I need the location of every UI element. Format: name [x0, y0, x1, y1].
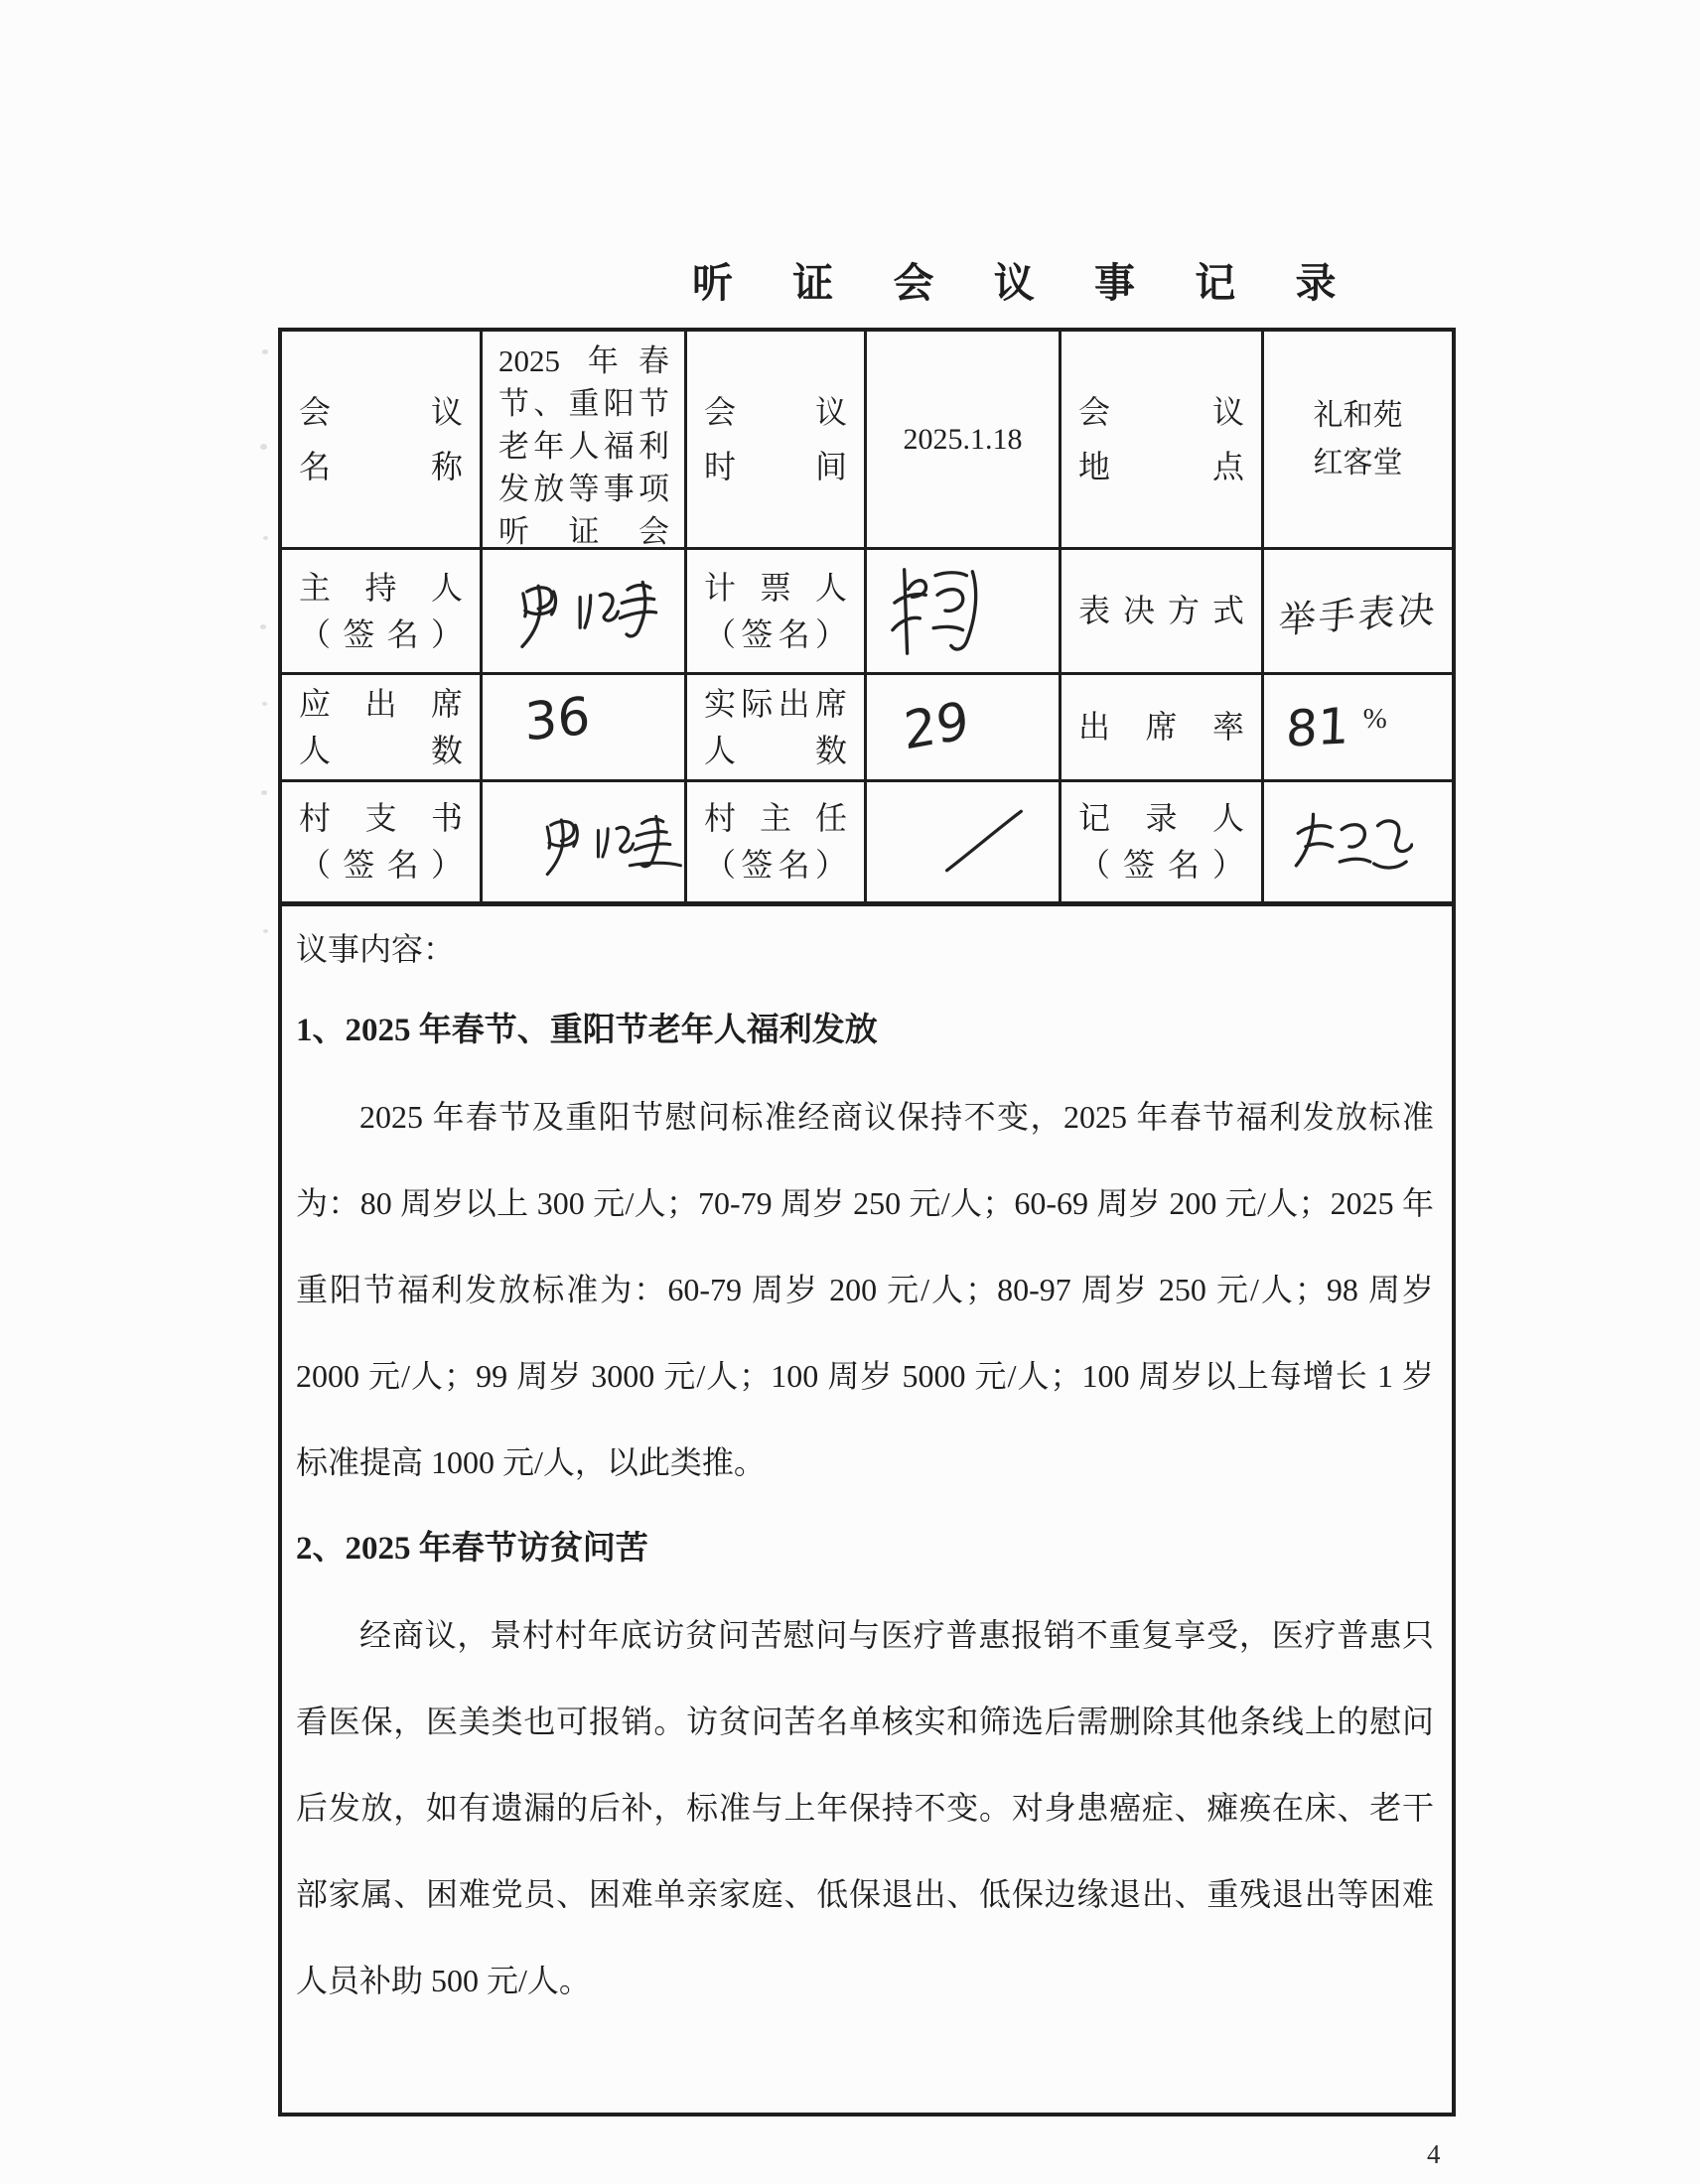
- teller-label: [687, 550, 867, 675]
- scan-speckle: [260, 624, 266, 629]
- director-slash-mark: [937, 807, 1029, 877]
- scan-speckle: [260, 444, 267, 450]
- label-line: 表决方式: [1078, 593, 1244, 628]
- vote-method-handwritten-value: 举手表决: [1276, 589, 1439, 642]
- page-number: 4: [1427, 2139, 1441, 2169]
- place-line: 红客堂: [1313, 446, 1403, 479]
- label-line: （签名）: [299, 615, 463, 652]
- label-line: 时间: [704, 448, 847, 484]
- scan-speckle: [261, 790, 267, 795]
- village-director-label: [687, 782, 867, 906]
- vote-method-label: [1062, 550, 1264, 675]
- attendance-rate-label: [1062, 675, 1264, 782]
- label-line: 人数: [299, 732, 463, 768]
- label-line: （签名）: [704, 847, 847, 883]
- label-line: （签名）: [1078, 847, 1244, 883]
- meeting-name-label: [282, 332, 483, 550]
- host-signature: [498, 569, 669, 654]
- label-line: 出席率: [1078, 709, 1244, 745]
- content-paragraph-2: 经商议，景村村年底访贫问苦慰问与医疗普惠报销不重复享受，医疗普惠只看医保，医美类也可报销。访贫问苦名单核实和筛选后需删除其他条线上的慰问后发放，如有遗漏的后补，标准与上年保持不变。对身患癌症、瘫痪在床、老干部家属、困难党员、困难单亲家庭、低保退出、低保边缘退出、重残退出等困难人员补助 500 元/人。: [296, 1617, 1434, 1998]
- label-line: 村主任: [704, 800, 847, 836]
- vote-method-value-cell: [1264, 550, 1452, 675]
- village-secretary-signature-cell: [483, 782, 687, 906]
- scan-speckle: [263, 536, 268, 540]
- actual-attendance-handwritten-value: 29: [902, 691, 971, 762]
- label-line: 实际出席: [704, 685, 847, 722]
- content-cell: [282, 906, 1452, 2113]
- expected-attendance-value-cell: [483, 675, 687, 782]
- meeting-name-value: 2025 年春节、重阳节老年人福利发放等事项听证会: [483, 332, 687, 550]
- content-heading-1: 1、2025 年春节、重阳节老年人福利发放: [296, 1013, 878, 1048]
- host-label: [282, 550, 483, 675]
- place-line: 礼和苑: [1313, 398, 1403, 432]
- label-line: 记录人: [1078, 800, 1244, 836]
- content-heading-2: 2、2025 年春节访贫问苦: [296, 1531, 648, 1567]
- attendance-rate-unit: %: [1362, 703, 1387, 735]
- label-line: 主持人: [299, 569, 463, 606]
- label-line: 会议: [1078, 393, 1244, 430]
- label-line: （签名）: [299, 847, 463, 883]
- scan-speckle: [262, 349, 268, 354]
- label-line: 村支书: [299, 800, 463, 836]
- teller-signature-cell: [867, 550, 1062, 675]
- village-secretary-label: [282, 782, 483, 906]
- scan-speckle: [262, 702, 267, 706]
- actual-attendance-label: [687, 675, 867, 782]
- recorder-signature-cell: [1264, 782, 1452, 906]
- label-line: 会议: [299, 393, 463, 430]
- recorder-signature: [1278, 799, 1413, 885]
- attendance-rate-value-cell: [1264, 675, 1452, 782]
- actual-attendance-value-cell: [867, 675, 1062, 782]
- page-title: 听 证 会 议 事 记 录: [692, 260, 1361, 306]
- meeting-time-label: [687, 332, 867, 550]
- content-paragraph-1: 2025 年春节及重阳节慰问标准经商议保持不变，2025 年春节福利发放标准为：80 周岁以上 300 元/人；70-79 周岁 250 元/人；60-69 周岁 200 元/人；2025 年重阳节福利发放标准为：60-79 周岁 200 元/人；80-97 周岁 250 元/人；98 周岁 2000 元/人；99 周岁 3000 元/人；100 周岁 5000 元/人；100 周岁以上每增长 1 岁标准提高 1000 元/人，以此类推。: [296, 1099, 1434, 1480]
- content-section-label: 议事内容：: [296, 931, 456, 967]
- host-signature-cell: [483, 550, 687, 675]
- scan-speckle: [263, 929, 268, 933]
- label-line: 应出席: [299, 685, 463, 722]
- teller-signature: [881, 560, 998, 663]
- village-director-value-cell: [867, 782, 1062, 906]
- expected-attendance-handwritten-value: 36: [523, 686, 592, 753]
- label-line: 名称: [299, 448, 463, 484]
- recorder-label: [1062, 782, 1264, 906]
- meeting-place-value: [1264, 332, 1452, 550]
- label-line: （签名）: [704, 615, 847, 652]
- meeting-place-label: [1062, 332, 1264, 550]
- label-line: 计票人: [704, 569, 847, 606]
- label-line: 会议: [704, 393, 847, 430]
- meeting-time-value: 2025.1.18: [867, 332, 1062, 550]
- village-secretary-signature: [526, 800, 684, 884]
- expected-attendance-label: [282, 675, 483, 782]
- meeting-record-table: [278, 328, 1456, 2116]
- label-line: 人数: [704, 732, 847, 768]
- attendance-rate-handwritten-value: 81: [1285, 696, 1350, 758]
- label-line: 地点: [1078, 448, 1244, 484]
